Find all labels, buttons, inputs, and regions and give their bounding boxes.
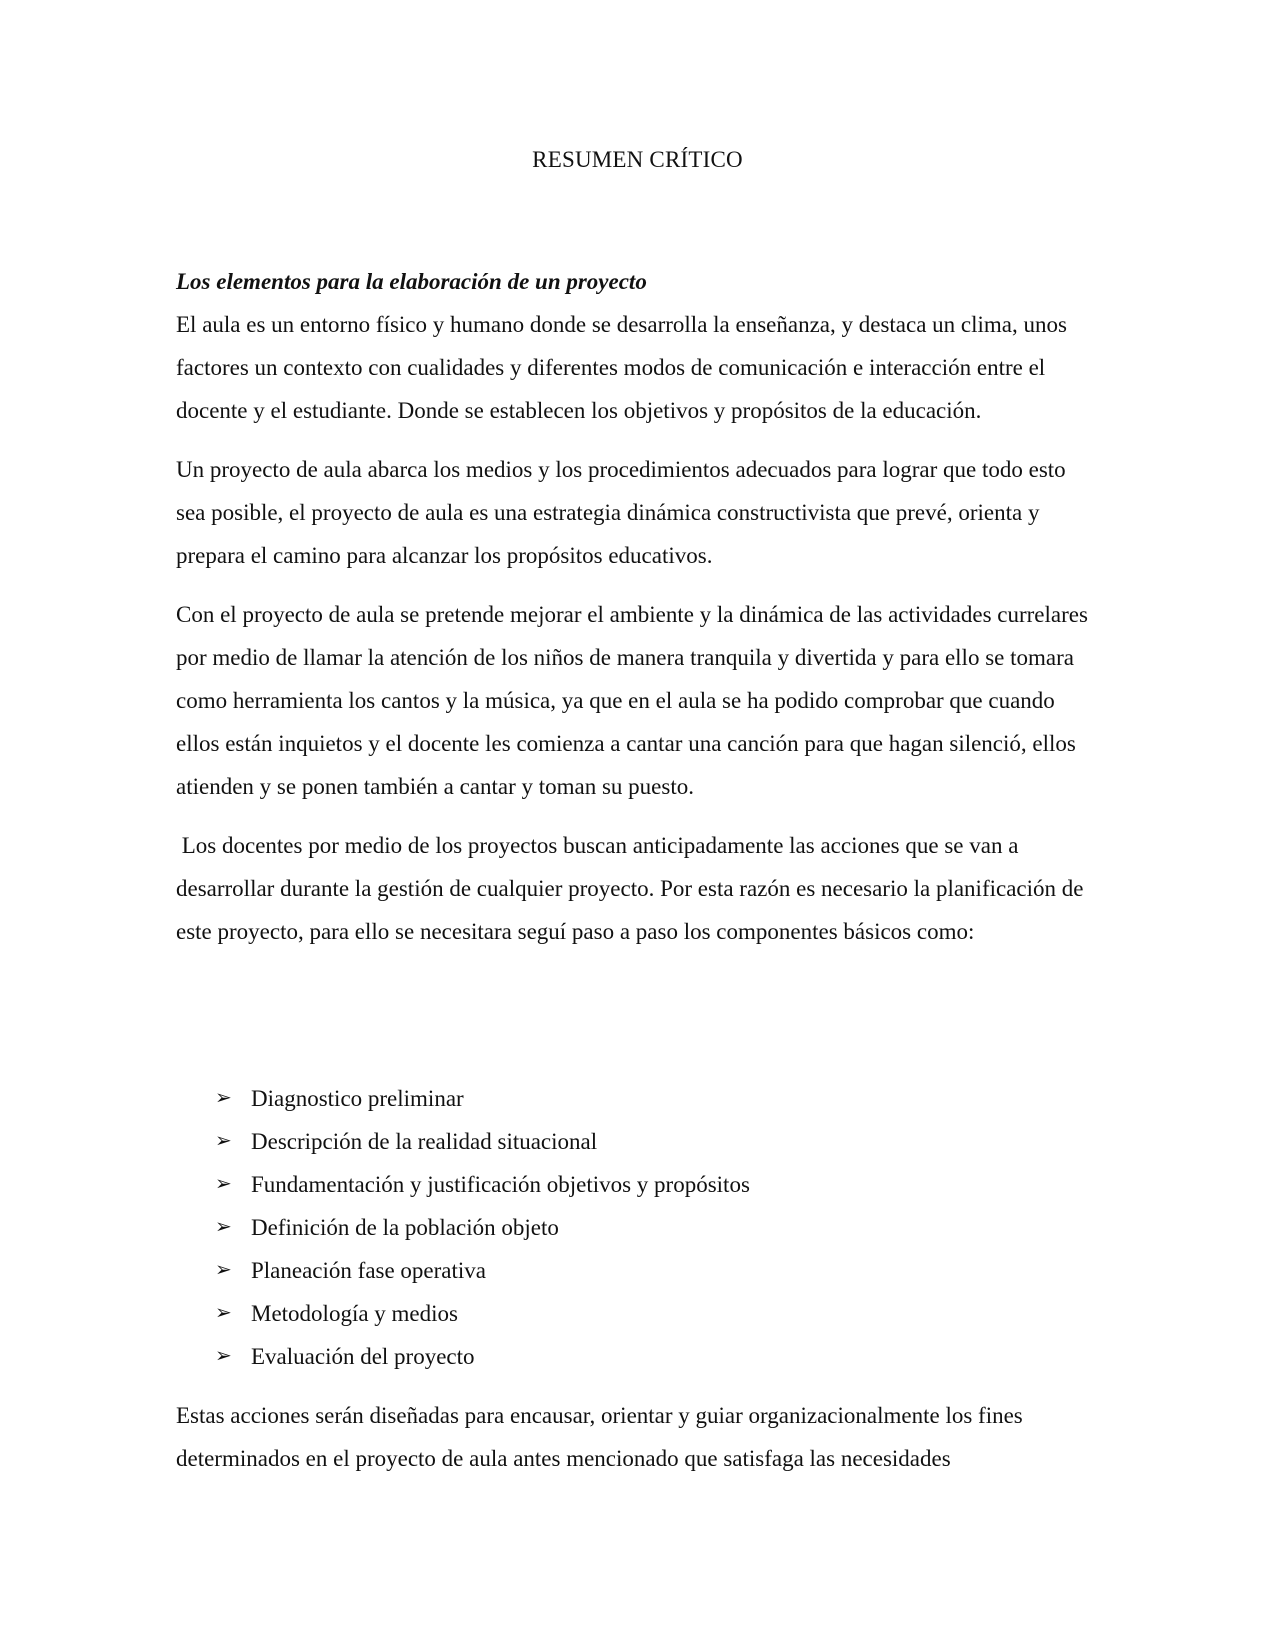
arrow-bullet-icon: ➢ — [215, 1259, 232, 1281]
paragraph-4: Los docentes por medio de los proyectos buscan anticipadamente las acciones que se van a desarrollar durante la gestión de cualquier proyecto. Por esta razón es necesario la planificación de este proyecto, para ello se necesitara seguí paso a paso los componentes básicos como: — [176, 833, 1090, 944]
list-item-label: Descripción de la realidad situacional — [251, 1129, 598, 1154]
components-list — [215, 1077, 750, 1378]
arrow-bullet-icon: ➢ — [215, 1216, 232, 1238]
paragraph-2: Un proyecto de aula abarca los medios y los procedimientos adecuados para lograr que todo esto sea posible, el proyecto de aula es una estrategia dinámica constructivista que prevé, orienta y prepara el camino para alcanzar los propósitos educativos. — [176, 457, 1066, 568]
list-item-label: Planeación fase operativa — [251, 1258, 486, 1283]
paragraph-3: Con el proyecto de aula se pretende mejorar el ambiente y la dinámica de las actividades currelares por medio de llamar la atención de los niños de manera tranquila y divertida y para ello se tomara como herramienta los cantos y la música, ya que en el aula se ha podido comprobar que cuando ellos están inquietos y el docente les comienza a cantar una canción para que hagan silenció, ellos atienden y se ponen también a cantar y toman su puesto. — [176, 602, 1088, 799]
section-heading: Los elementos para la elaboración de un proyecto — [176, 269, 647, 294]
list-item-label: Metodología y medios — [251, 1301, 458, 1326]
list-item-label: Fundamentación y justificación objetivos y propósitos — [251, 1172, 750, 1197]
list-item — [215, 1249, 750, 1292]
list-item-label: Diagnostico preliminar — [251, 1086, 464, 1111]
list-item-label: Evaluación del proyecto — [251, 1344, 475, 1369]
arrow-bullet-icon: ➢ — [215, 1173, 232, 1195]
closing-paragraph: Estas acciones serán diseñadas para encausar, orientar y guiar organizacionalmente los fines determinados en el proyecto de aula antes mencionado que satisfaga las necesidades — [176, 1403, 1023, 1471]
list-item — [215, 1163, 750, 1206]
list-item-label: Definición de la población objeto — [251, 1215, 559, 1240]
list-item — [215, 1206, 750, 1249]
arrow-bullet-icon: ➢ — [215, 1345, 232, 1367]
list-item — [215, 1077, 750, 1120]
document-title: RESUMEN CRÍTICO — [532, 147, 743, 172]
paragraph-1: El aula es un entorno físico y humano donde se desarrolla la enseñanza, y destaca un clima, unos factores un contexto con cualidades y diferentes modos de comunicación e interacción entre el docente y el estudiante. Donde se establecen los objetivos y propósitos de la educación. — [176, 312, 1067, 423]
list-item — [215, 1292, 750, 1335]
arrow-bullet-icon: ➢ — [215, 1087, 232, 1109]
arrow-bullet-icon: ➢ — [215, 1130, 232, 1152]
arrow-bullet-icon: ➢ — [215, 1302, 232, 1324]
list-item — [215, 1120, 750, 1163]
body-paragraphs — [176, 303, 1091, 969]
list-item — [215, 1335, 750, 1378]
